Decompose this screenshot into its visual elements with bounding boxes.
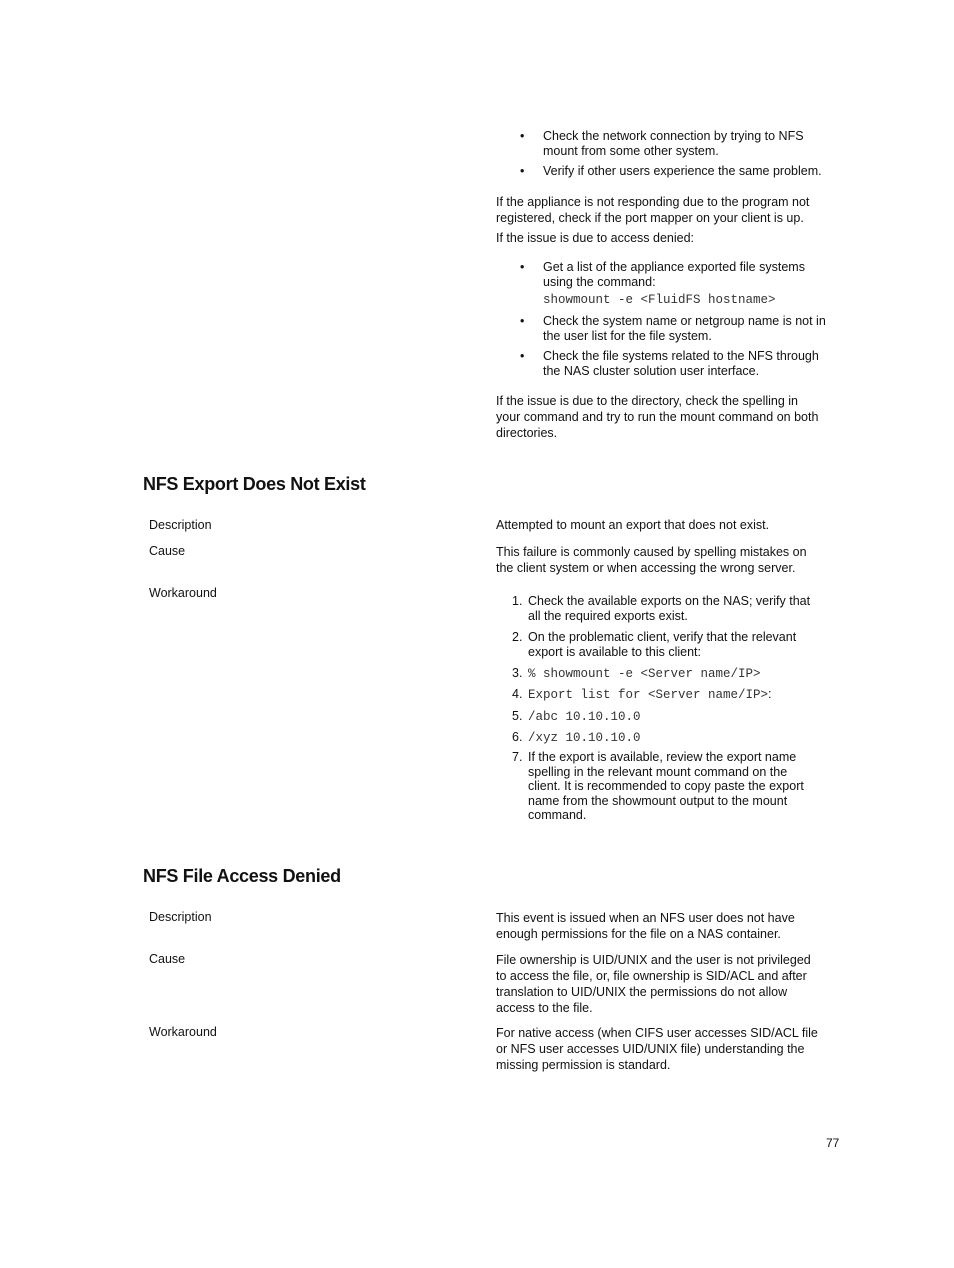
workaround-step: 3. % showmount -e <Server name/IP> [512, 666, 761, 681]
cause-label: Cause [149, 544, 186, 558]
bullet-icon: • [520, 129, 525, 143]
section-title-nfs-file-access-denied: NFS File Access Denied [143, 866, 341, 886]
bullet-icon: • [520, 164, 525, 178]
workaround-step: 1. Check the available exports on the NAS; verify that all the required exports exist. [512, 594, 811, 623]
workaround-step: 5. /abc 10.10.10.0 [512, 709, 641, 724]
intro-bullet-1: • Check the network connection by trying to NFS mount from some other system. [520, 129, 804, 158]
code-snippet: % showmount -e <Server name/IP> [528, 667, 761, 681]
workaround-text: For native access (when CIFS user accesses SID/ACL file or NFS user accesses UID/UNIX file) understanding the missing permission is standard. [496, 1026, 818, 1072]
code-snippet: /abc 10.10.10.0 [528, 710, 641, 724]
description-label: Description [149, 910, 212, 924]
workaround-label: Workaround [149, 1025, 217, 1039]
bullet-icon: • [520, 314, 525, 328]
access-bullet-1: • Get a list of the appliance exported file systems using the command: showmount -e <FluidFS hostname> [520, 260, 840, 308]
page-number: 77 [826, 1136, 840, 1150]
access-bullet-3: • Check the file systems related to the NFS through the NAS cluster solution user interface. [520, 349, 819, 378]
workaround-step: 6. /xyz 10.10.10.0 [512, 730, 641, 745]
bullet-icon: • [520, 349, 525, 363]
description-label: Description [149, 518, 212, 532]
bullet-icon: • [520, 260, 525, 274]
code-snippet: /xyz 10.10.10.0 [528, 731, 641, 745]
workaround-step: 2. On the problematic client, verify that the relevant export is available to this client: [512, 630, 797, 659]
workaround-label: Workaround [149, 586, 217, 600]
access-bullet-2: • Check the system name or netgroup name is not in the user list for the file system. [520, 314, 826, 343]
code-snippet: showmount -e <FluidFS hostname> [543, 293, 776, 307]
intro-paragraph-directory: If the issue is due to the directory, check the spelling in your command and try to run the mount command on both directories. [496, 394, 819, 440]
intro-bullet-2: • Verify if other users experience the same problem. [520, 164, 822, 178]
cause-label: Cause [149, 952, 186, 966]
cause-text: File ownership is UID/UNIX and the user is not privileged to access the file, or, file ownership is SID/ACL and after translation to UID/UNIX the permissions do not allow access to the file. [496, 953, 811, 1015]
cause-text: This failure is commonly caused by spelling mistakes on the client system or when accessing the wrong server. [496, 545, 807, 575]
intro-paragraph-access-denied: If the issue is due to access denied: [496, 231, 695, 245]
workaround-step: 4. Export list for <Server name/IP>: [512, 687, 772, 702]
intro-paragraph-portmapper: If the appliance is not responding due to the program not registered, check if the port mapper on your client is up. [496, 195, 810, 225]
code-snippet: Export list for <Server name/IP> [528, 688, 769, 702]
description-text: Attempted to mount an export that does not exist. [496, 518, 770, 532]
workaround-step: 7. If the export is available, review the export name spelling in the relevant mount command on the client. It is recommended to copy paste the export name from the showmount output to the mount command. [512, 750, 804, 822]
section-title-nfs-export-does-not-exist: NFS Export Does Not Exist [143, 474, 366, 494]
description-text: This event is issued when an NFS user does not have enough permissions for the file on a NAS container. [496, 911, 795, 941]
